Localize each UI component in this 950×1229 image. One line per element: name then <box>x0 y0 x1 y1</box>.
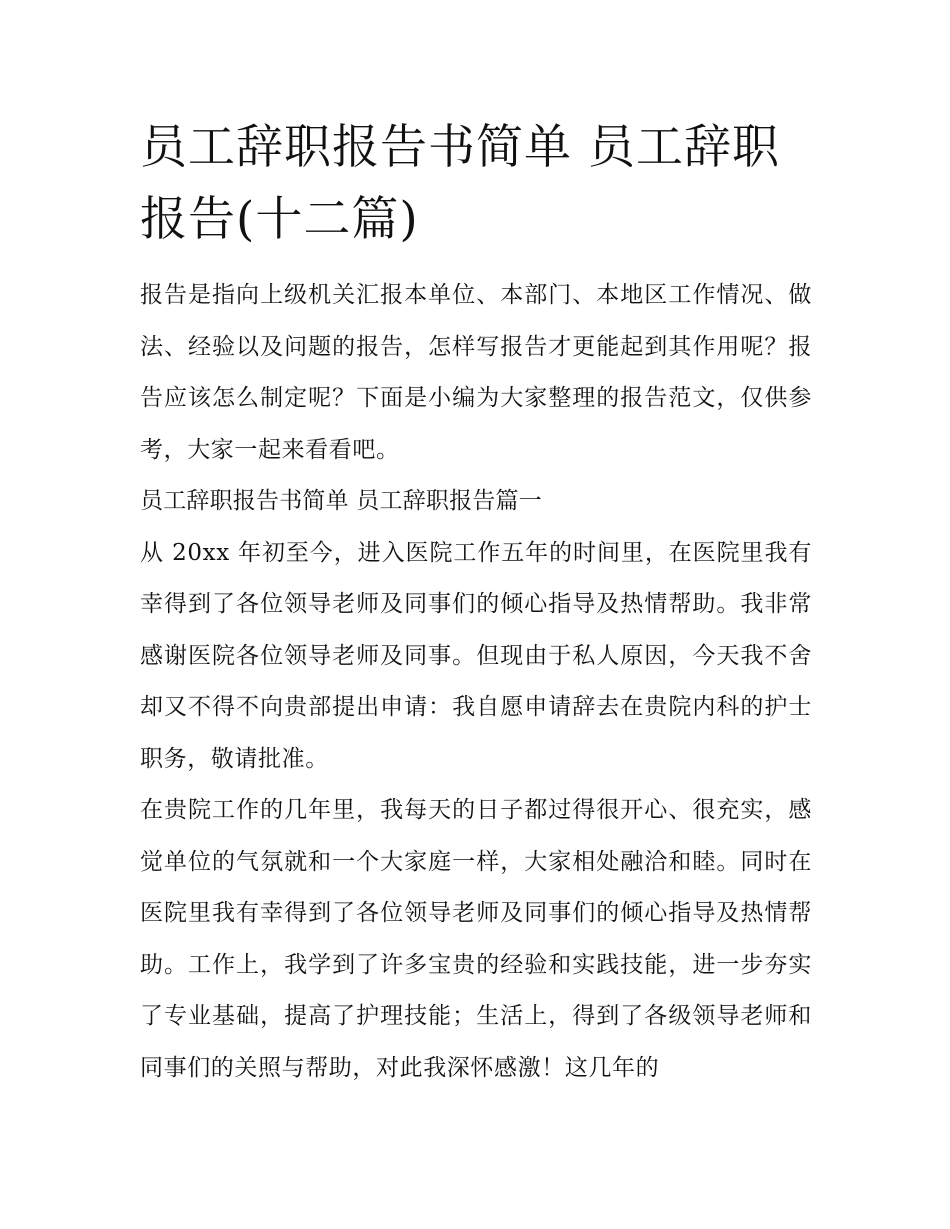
body-paragraph: 在贵院工作的几年里，我每天的日子都过得很开心、很充实，感觉单位的气氛就和一个大家庭一样，大家相处融洽和睦。同时在医院里我有幸得到了各位领导老师及同事们的倾心指导及热情帮助。工作上，我学到了许多宝贵的经验和实践技能，进一步夯实了专业基础，提高了护理技能；生活上，得到了各级领导老师和同事们的关照与帮助，对此我深怀感激！这几年的 <box>140 797 812 1081</box>
section-heading: 员工辞职报告书简单 员工辞职报告篇一 <box>140 488 542 514</box>
paragraph-list <box>140 270 812 1094</box>
document-title: 员工辞职报告书简单 员工辞职报告(十二篇) <box>140 120 780 247</box>
body-paragraph: 从 20xx 年初至今，进入医院工作五年的时间里，在医院里我有幸得到了各位领导老师及同事们的倾心指导及热情帮助。我非常感谢医院各位领导老师及同事。但现由于私人原因，今天我不舍却又不得不向贵部提出申请：我自愿申请辞去在贵院内科的护士职务，敬请批准。 <box>140 539 812 772</box>
document-body <box>140 112 812 1094</box>
intro-paragraph: 报告是指向上级机关汇报本单位、本部门、本地区工作情况、做法、经验以及问题的报告，怎样写报告才更能起到其作用呢？报告应该怎么制定呢？下面是小编为大家整理的报告范文，仅供参考，大家一起来看看吧。 <box>140 282 812 463</box>
